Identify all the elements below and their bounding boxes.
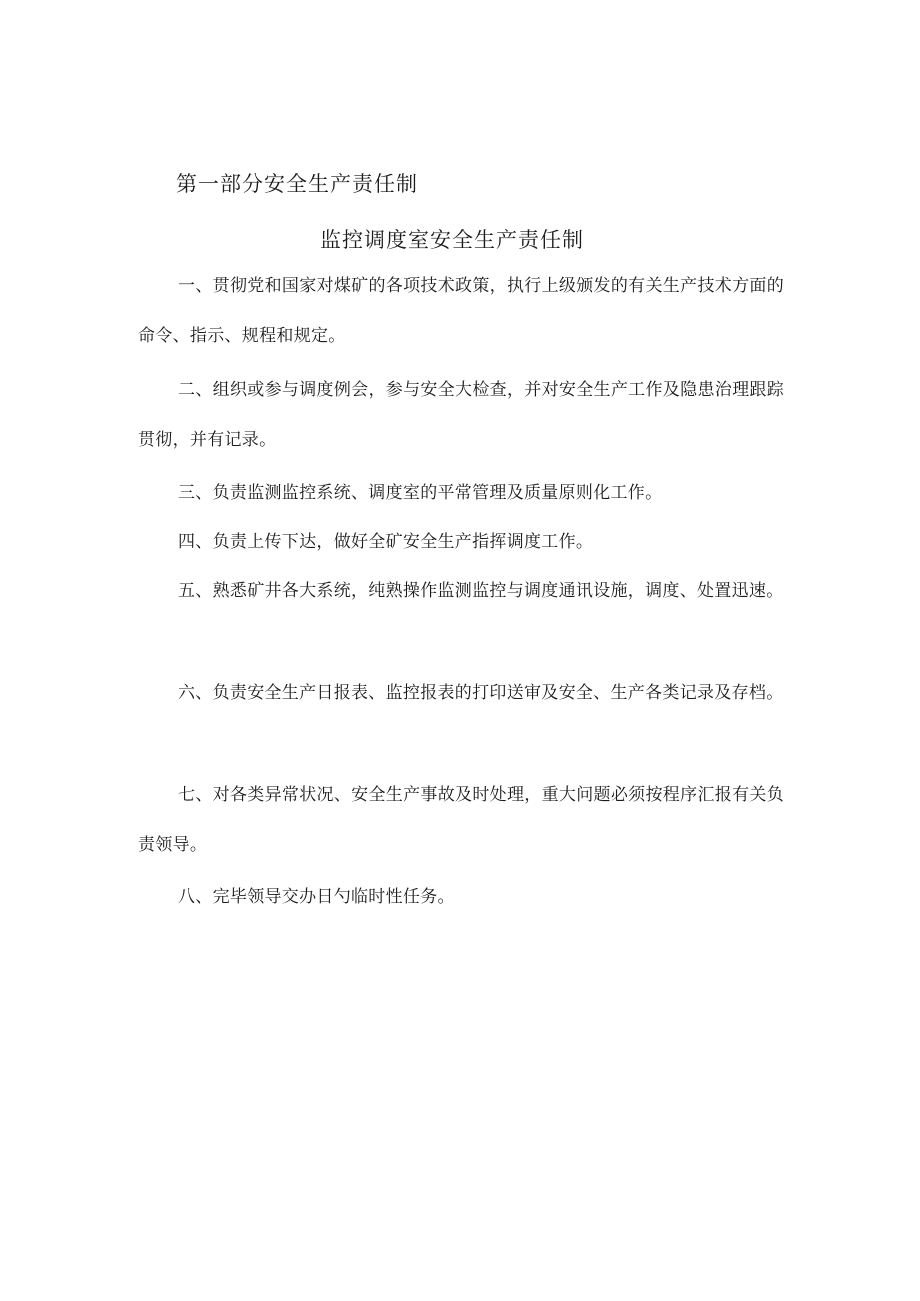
clause-5: 五、熟悉矿井各大系统，纯熟操作监测监控与调度通讯设施，调度、处置迅速。 [178,581,784,601]
clause-8: 八、完毕领导交办日勺临时性任务。 [178,887,455,907]
clause-6: 六、负责安全生产日报表、监控报表的打印送审及安全、生产各类记录及存档。 [178,683,784,703]
clause-3: 三、负责监测监控系统、调度室的平常管理及质量原则化工作。 [178,483,663,503]
clause-2: 二、组织或参与调度例会，参与安全大检查，并对安全生产工作及隐患治理跟踪贯彻，并有记录。 [138,380,784,450]
part-heading: 第一部分安全生产责任制 [176,172,418,196]
clause-1: 一、贯彻党和国家对煤矿的各项技术政策，执行上级颁发的有关生产技术方面的命令、指示、规程和规定。 [138,276,784,346]
clause-7: 七、对各类异常状况、安全生产事故及时处理，重大问题必须按程序汇报有关负责领导。 [138,785,784,855]
document-title: 监控调度室安全生产责任制 [320,228,584,252]
clause-4: 四、负责上传下达，做好全矿安全生产指挥调度工作。 [178,532,594,552]
